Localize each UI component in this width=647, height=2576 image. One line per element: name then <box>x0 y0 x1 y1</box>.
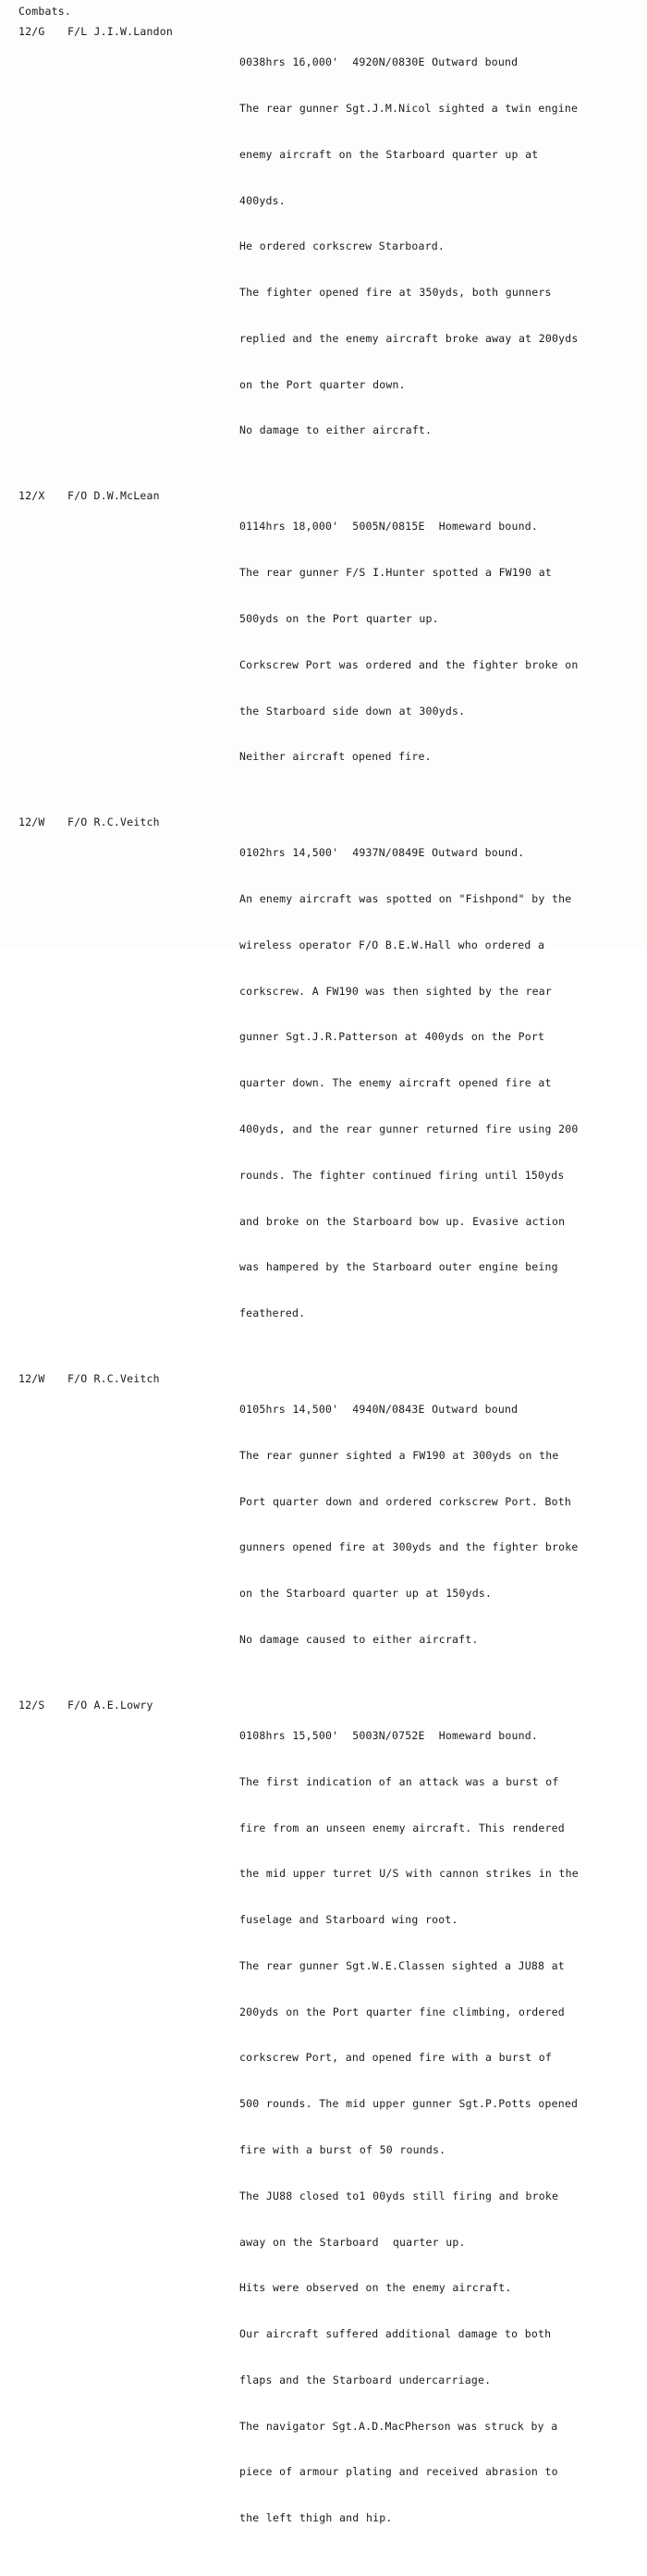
report-line: on the Starboard quarter up at 150yds. <box>239 1587 493 1601</box>
report-line: fire with a burst of 50 rounds. <box>239 2142 446 2156</box>
report-line: was hampered by the Starboard outer engine being <box>239 1260 558 1274</box>
report-line: the Starboard side down at 300yds. <box>239 704 466 718</box>
report-line: quarter down. The enemy aircraft opened fire at <box>239 1076 552 1090</box>
entry-pilot: F/O A.E.Lowry <box>67 1698 153 1711</box>
list-item <box>0 488 647 795</box>
list-item <box>0 1371 647 1678</box>
report-line: wireless operator F/O B.E.W.Hall who ordered a <box>239 938 545 951</box>
list-item <box>0 24 647 469</box>
report-line: flaps and the Starboard undercarriage. <box>239 2373 492 2386</box>
report-line: 400yds. <box>239 193 286 207</box>
entry-pilot: F/O R.C.Veitch <box>67 1371 160 1385</box>
entry-code: 12/S <box>18 1698 45 1711</box>
report-line: He ordered corkscrew Starboard. <box>239 239 446 253</box>
report-line: the left thigh and hip. <box>239 2511 393 2525</box>
entry-pilot: F/O D.W.McLean <box>67 489 160 503</box>
report-line: away on the Starboard quarter up. <box>239 2235 466 2249</box>
entry-code: 12/W <box>18 1371 45 1385</box>
report-line: The rear gunner sighted a FW190 at 300yds on the <box>239 1448 559 1462</box>
report-line: The rear gunner F/S I.Hunter spotted a FW190 at <box>239 566 553 580</box>
report-line: The rear gunner Sgt.W.E.Classen sighted a JU88 at <box>239 1958 565 1972</box>
report-line: The navigator Sgt.A.D.MacPherson was struck by a <box>239 2419 558 2433</box>
report-line: Our aircraft suffered additional damage to both <box>239 2327 552 2341</box>
entry-report <box>239 488 628 795</box>
list-item <box>0 815 647 1352</box>
entry-code: 12/G <box>18 25 45 38</box>
combat-entries-list <box>0 24 647 2576</box>
page-title: Combats. <box>18 5 71 18</box>
report-line: Port quarter down and ordered corkscrew Port. Both <box>239 1494 571 1508</box>
report-line: 500 rounds. The mid upper gunner Sgt.P.Potts opened <box>239 2097 579 2111</box>
report-line: fire from an unseen enemy aircraft. This rendered <box>239 1821 565 1834</box>
report-line: the mid upper turret U/S with cannon strikes in the <box>239 1867 579 1881</box>
entry-code: 12/W <box>18 816 45 829</box>
entry-report <box>239 24 628 469</box>
entry-report <box>239 1698 628 2557</box>
report-line: piece of armour plating and received abrasion to <box>239 2465 558 2479</box>
report-line: No damage to either aircraft. <box>239 423 433 437</box>
entry-report <box>239 1371 628 1678</box>
report-line: corkscrew Port, and opened fire with a burst of <box>239 2051 553 2065</box>
report-line: 0038hrs 16,000' 4920N/0830E Outward bound <box>239 55 519 69</box>
report-line: An enemy aircraft was spotted on "Fishpond" by the <box>239 892 572 906</box>
report-line: fuselage and Starboard wing root. <box>239 1913 458 1927</box>
report-line: 0114hrs 18,000' 5005N/0815E Homeward bound. <box>239 520 538 534</box>
report-line: enemy aircraft on the Starboard quarter up at <box>239 147 539 161</box>
report-line: 0105hrs 14,500' 4940N/0843E Outward bound <box>239 1403 519 1417</box>
entry-pilot: F/L J.I.W.Landon <box>67 25 173 38</box>
entry-report <box>239 815 628 1352</box>
report-line: Hits were observed on the enemy aircraft. <box>239 2281 512 2295</box>
report-line: Neither aircraft opened fire. <box>239 750 432 764</box>
report-line: 0108hrs 15,500' 5003N/0752E Homeward bound. <box>239 1728 538 1742</box>
report-line: 0102hrs 14,500' 4937N/0849E Outward bound. <box>239 846 525 860</box>
report-line: The rear gunner Sgt.J.M.Nicol sighted a twin engine <box>239 101 579 115</box>
report-line: The JU88 closed to1 00yds still firing and broke <box>239 2189 559 2202</box>
report-line: Corkscrew Port was ordered and the fighter broke on <box>239 657 579 671</box>
report-line: replied and the enemy aircraft broke away at 200yds <box>239 331 579 345</box>
report-line: corkscrew. A FW190 was then sighted by the rear <box>239 984 553 998</box>
list-item <box>0 1698 647 2557</box>
report-line: and broke on the Starboard bow up. Evasive action <box>239 1214 566 1228</box>
report-line: rounds. The fighter continued firing until 150yds <box>239 1168 565 1182</box>
report-line: feathered. <box>239 1306 306 1320</box>
report-line: 400yds, and the rear gunner returned fire using 200 <box>239 1122 579 1135</box>
entry-code: 12/X <box>18 489 45 503</box>
report-line: gunner Sgt.J.R.Patterson at 400yds on the Port <box>239 1030 545 1044</box>
report-line: The fighter opened fire at 350yds, both gunners <box>239 286 552 300</box>
entry-pilot: F/O R.C.Veitch <box>67 816 160 829</box>
report-line: 200yds on the Port quarter fine climbing, ordered <box>239 2005 565 2018</box>
report-line: gunners opened fire at 300yds and the fighter broke <box>239 1540 579 1554</box>
report-line: 500yds on the Port quarter up. <box>239 611 439 625</box>
report-line: The first indication of an attack was a burst of <box>239 1774 559 1788</box>
report-line: on the Port quarter down. <box>239 377 406 391</box>
report-line: No damage caused to either aircraft. <box>239 1632 479 1646</box>
